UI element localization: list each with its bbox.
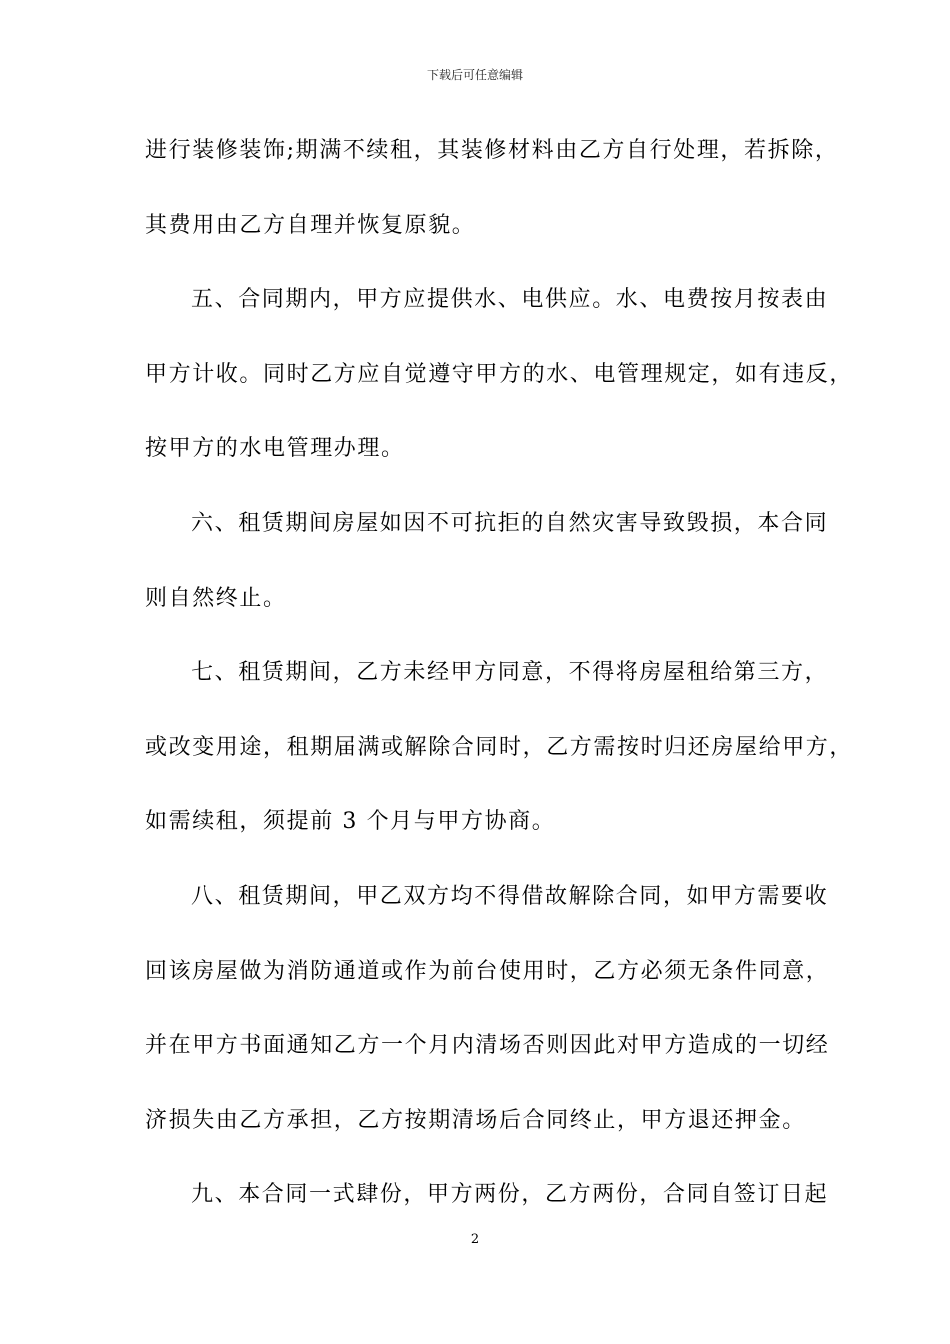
text-line: 回该房屋做为消防通道或作为前台使用时，乙方必须无条件同意， [145,958,830,984]
clause-five-first-line: 五、合同期内，甲方应提供水、电供应。水、电费按月按表由 [191,287,829,313]
text-line: 按甲方的水电管理办理。 [145,436,405,462]
text-line: 如需续租，须提前 3 个月与甲方协商。 [145,809,556,835]
page-header: 下载后可任意编辑 [426,68,523,82]
clause-six-first-line: 六、租赁期间房屋如因不可抗拒的自然灾害导致毁损，本合同 [191,510,829,536]
clause-nine-first-line: 九、本合同一式肆份，甲方两份，乙方两份，合同自签订日起 [191,1182,829,1208]
document-body [145,131,854,1250]
clause-eight-first-line: 八、租赁期间，甲乙双方均不得借故解除合同，如甲方需要收 [191,883,829,909]
clause-seven-first-line: 七、租赁期间，乙方未经甲方同意，不得将房屋租给第三方， [191,660,829,686]
text-line: 济损失由乙方承担，乙方按期清场后合同终止，甲方退还押金。 [145,1107,806,1133]
text-line: 并在甲方书面通知乙方一个月内清场否则因此对甲方造成的一切经 [145,1033,830,1059]
text-line: 其费用由乙方自理并恢复原貌。 [145,212,476,238]
text-line: 进行装修装饰;期满不续租，其装修材料由乙方自行处理，若拆除， [145,138,839,163]
text-line: 甲方计收。同时乙方应自觉遵守甲方的水、电管理规定，如有违反， [145,361,854,387]
text-line: 或改变用途，租期届满或解除合同时，乙方需按时归还房屋给甲方， [145,734,854,760]
text-line: 则自然终止。 [145,585,287,611]
page-number: 2 [470,1232,480,1247]
